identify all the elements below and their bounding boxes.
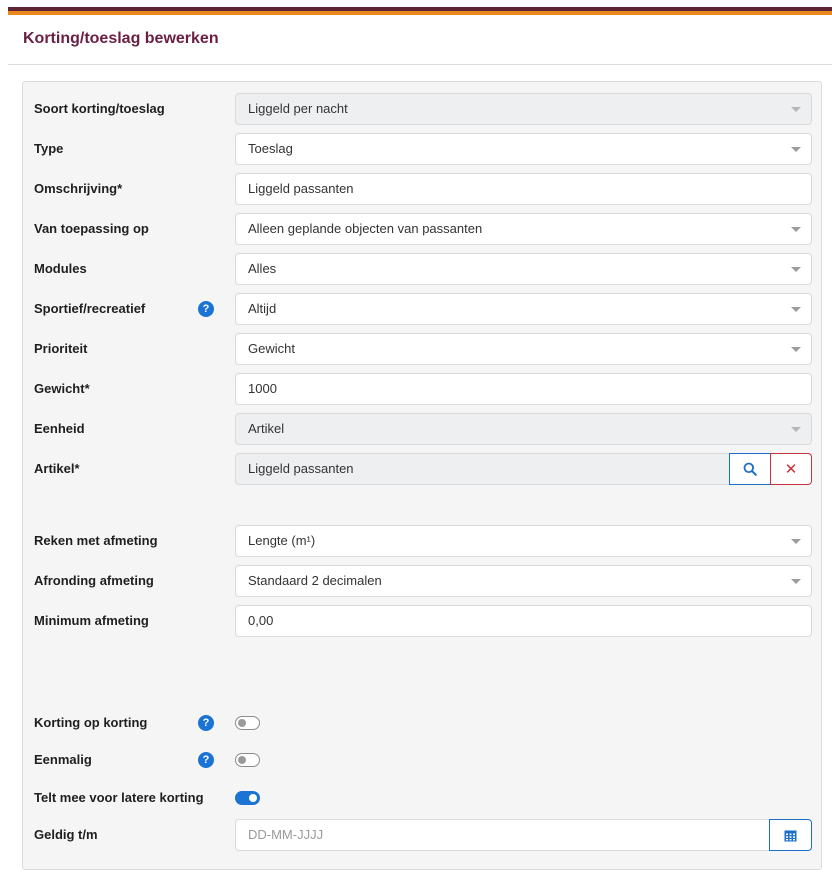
prioriteit-value: Gewicht <box>248 341 295 356</box>
row-artikel <box>23 453 821 485</box>
row-korting-op-korting <box>23 707 821 739</box>
modules-value: Alles <box>248 261 277 276</box>
page-title: Korting/toeslag bewerken <box>23 30 219 47</box>
omschrijving-input[interactable] <box>235 173 812 205</box>
soort-select <box>235 93 812 125</box>
artikel-label: Artikel* <box>34 461 80 476</box>
chevron-down-icon <box>791 147 801 152</box>
row-minimum <box>23 605 821 637</box>
row-modules <box>23 253 821 285</box>
row-omschrijving <box>23 173 821 205</box>
chevron-down-icon <box>791 347 801 352</box>
toepassing-value: Alleen geplande objecten van passanten <box>248 221 483 236</box>
telt-mee-toggle[interactable] <box>235 791 260 805</box>
type-label: Type <box>34 141 64 156</box>
chevron-down-icon <box>791 267 801 272</box>
telt-mee-label: Telt mee voor latere korting <box>34 790 204 805</box>
chevron-down-icon <box>791 539 801 544</box>
eenmalig-toggle[interactable] <box>235 753 260 767</box>
chevron-down-icon <box>791 427 801 432</box>
row-soort <box>23 93 821 125</box>
modules-select[interactable] <box>235 253 812 285</box>
minimum-label: Minimum afmeting <box>34 613 149 628</box>
afronding-label: Afronding afmeting <box>34 573 154 588</box>
chevron-down-icon <box>791 307 801 312</box>
help-icon[interactable]: ? <box>198 301 214 317</box>
omschrijving-value: Liggeld passanten <box>248 181 354 196</box>
geldig-date-input[interactable] <box>235 819 770 851</box>
soort-label: Soort korting/toeslag <box>34 101 165 116</box>
artikel-input <box>235 453 730 485</box>
chevron-down-icon <box>791 227 801 232</box>
close-icon: ✕ <box>784 461 798 478</box>
form-panel <box>22 81 822 870</box>
toepassing-select[interactable] <box>235 213 812 245</box>
chevron-down-icon <box>791 107 801 112</box>
sportief-label: Sportief/recreatief <box>34 301 146 316</box>
gewicht-value: 1000 <box>248 381 277 396</box>
afmeting-select[interactable] <box>235 525 812 557</box>
afmeting-label: Reken met afmeting <box>34 533 158 548</box>
row-eenheid <box>23 413 821 445</box>
eenheid-label: Eenheid <box>34 421 85 436</box>
row-telt-mee <box>23 782 821 814</box>
row-type <box>23 133 821 165</box>
eenheid-value: Artikel <box>248 421 285 436</box>
row-toepassing <box>23 213 821 245</box>
row-prioriteit <box>23 333 821 365</box>
artikel-value: Liggeld passanten <box>248 461 354 476</box>
row-afmeting <box>23 525 821 557</box>
toggle-knob <box>249 794 257 802</box>
omschrijving-label: Omschrijving* <box>34 181 123 196</box>
search-icon <box>743 462 757 476</box>
artikel-clear-button[interactable] <box>770 453 812 485</box>
geldig-placeholder: DD-MM-JJJJ <box>248 827 324 842</box>
korting-op-korting-label: Korting op korting <box>34 715 148 730</box>
page-header <box>8 15 832 65</box>
modules-label: Modules <box>34 261 87 276</box>
soort-value: Liggeld per nacht <box>248 101 348 116</box>
minimum-value: 0,00 <box>248 613 274 628</box>
sportief-select[interactable] <box>235 293 812 325</box>
help-icon[interactable]: ? <box>198 715 214 731</box>
afronding-select[interactable] <box>235 565 812 597</box>
prioriteit-label: Prioriteit <box>34 341 88 356</box>
gewicht-input[interactable] <box>235 373 812 405</box>
row-sportief <box>23 293 821 325</box>
prioriteit-select[interactable] <box>235 333 812 365</box>
sportief-value: Altijd <box>248 301 277 316</box>
toepassing-label: Van toepassing op <box>34 221 149 236</box>
afmeting-value: Lengte (m¹) <box>248 533 316 548</box>
row-gewicht <box>23 373 821 405</box>
toggle-knob <box>238 719 246 727</box>
calendar-icon <box>784 829 797 842</box>
toggle-knob <box>238 756 246 764</box>
help-icon[interactable]: ? <box>198 752 214 768</box>
artikel-search-button[interactable] <box>729 453 771 485</box>
eenheid-select <box>235 413 812 445</box>
type-value: Toeslag <box>248 141 293 156</box>
row-eenmalig <box>23 744 821 776</box>
chevron-down-icon <box>791 579 801 584</box>
brand-stripe <box>0 0 832 16</box>
afronding-value: Standaard 2 decimalen <box>248 573 382 588</box>
type-select[interactable] <box>235 133 812 165</box>
row-afronding <box>23 565 821 597</box>
minimum-input[interactable] <box>235 605 812 637</box>
row-geldig <box>23 819 821 851</box>
geldig-label: Geldig t/m <box>34 827 98 842</box>
calendar-button[interactable] <box>769 819 812 851</box>
korting-op-korting-toggle[interactable] <box>235 716 260 730</box>
gewicht-label: Gewicht* <box>34 381 90 396</box>
eenmalig-label: Eenmalig <box>34 752 92 767</box>
